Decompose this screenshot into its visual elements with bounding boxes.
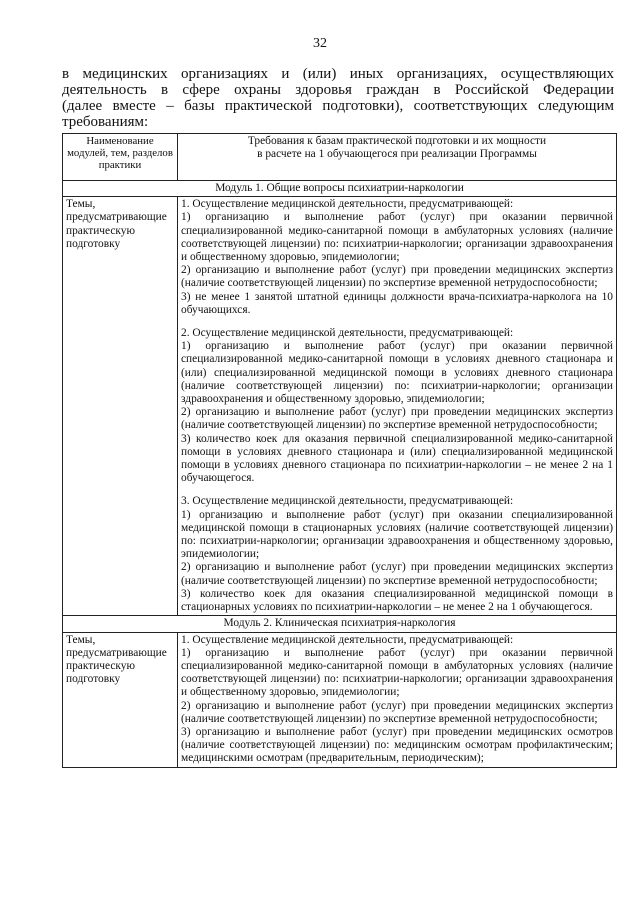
- module-1-theme-cell: Темы, предусматривающие практическую подготовку: [63, 197, 178, 616]
- requirement-heading: 1. Осуществление медицинской деятельности, предусматривающей:: [181, 633, 514, 646]
- header-requirements-line: Требования к базам практической подготовки и их мощности: [247, 135, 547, 147]
- intro-line: в медицинских организациях и (или) иных организациях, осуществляющих: [62, 66, 614, 82]
- requirement-block: [181, 634, 613, 766]
- module-row: [63, 181, 617, 197]
- module-2-theme-cell: Темы, предусматривающие практическую подготовку: [63, 632, 178, 767]
- requirement-item: 2) организацию и выполнение работ (услуг) при проведении медицинских экспертиз (наличие соответствующей лицензии) по экспертизе временной нетрудоспособности;: [181, 406, 613, 432]
- intro-line: (далее вместе – базы практической подготовки), соответствующих следующим: [62, 98, 614, 114]
- intro-paragraph: [62, 66, 614, 130]
- table-row: [63, 632, 617, 767]
- requirement-item: 2) организацию и выполнение работ (услуг) при проведении медицинских экспертиз (наличие соответствующей лицензии) по экспертизе временной нетрудоспособности;: [181, 699, 613, 725]
- requirement-item: 2) организацию и выполнение работ (услуг) при проведении медицинских экспертиз (наличие соответствующей лицензии) по экспертизе временной нетрудоспособности;: [181, 561, 613, 587]
- requirement-item: 3) количество коек для оказания специализированной медицинской помощи в стационарных условиях по психиатрии-наркологии – не менее 2 на 1 обучающегося.: [181, 587, 613, 614]
- table-header-row: [63, 134, 617, 181]
- requirement-item: 3) не менее 1 занятой штатной единицы должности врача-психиатра-нарколога на 10 обучающихся.: [181, 290, 613, 316]
- header-modules-cell: Наименование модулей, тем, разделов практики: [63, 134, 178, 181]
- requirements-table: [62, 133, 617, 768]
- intro-line: деятельность в сфере охраны здоровья граждан в Российской Федерации: [62, 82, 614, 98]
- requirement-item: 1) организацию и выполнение работ (услуг) при оказании первичной специализированной медико-санитарной помощи в амбулаторных условиях (наличие соответствующей лицензии) по: психиатрии-наркологии; организации здравоохранения и общественному здоровью, эпидемиологии;: [181, 211, 613, 264]
- module-1-requirements-cell: [178, 197, 617, 616]
- table-row: [63, 197, 617, 616]
- header-requirements-cell: [178, 134, 617, 181]
- module-2-requirements-cell: [178, 632, 617, 767]
- requirement-heading: 3. Осуществление медицинской деятельности, предусматривающей:: [181, 495, 514, 508]
- header-requirements-line: в расчете на 1 обучающегося при реализации Программы: [257, 148, 537, 160]
- requirement-item: 1) организацию и выполнение работ (услуг) при оказании первичной специализированной медико-санитарной помощи в условиях дневного стационара и (или) специализированной медицинской помощи в условиях дневного стационара (наличие соответствующей лицензии) по: психиатрии-наркологии; организации здравоохранения и общественному здоровью, эпидемиологии;: [181, 340, 613, 406]
- requirement-block: [181, 495, 613, 614]
- requirement-heading: 1. Осуществление медицинской деятельности, предусматривающей:: [181, 198, 514, 211]
- requirement-item: 3) организацию и выполнение работ (услуг) при проведении медицинских осмотров (наличие соответствующей лицензии) по: медицинским осмотрам профилактическим; медицинскими осмотрам (предварительным, периодическим);: [181, 725, 613, 765]
- requirement-item: 2) организацию и выполнение работ (услуг) при проведении медицинских экспертиз (наличие соответствующей лицензии) по экспертизе временной нетрудоспособности;: [181, 264, 613, 290]
- intro-line: требованиям:: [62, 114, 149, 130]
- page-number: 32: [313, 36, 327, 51]
- requirement-block: [181, 327, 613, 485]
- requirement-block: [181, 198, 613, 317]
- module-row: [63, 616, 617, 632]
- requirement-item: 3) количество коек для оказания первичной специализированной медико-санитарной помощи в условиях дневного стационара и (или) специализированной медицинской помощи в условиях дневного стационара по психиатрии-наркологии – не менее 2 на 1 обучающегося.: [181, 432, 613, 485]
- module-2-title: Модуль 2. Клиническая психиатрия-наркология: [63, 616, 617, 632]
- requirement-item: 1) организацию и выполнение работ (услуг) при оказании первичной специализированной медико-санитарной помощи в амбулаторных условиях (наличие соответствующей лицензии) по: психиатрии-наркологии; организации здравоохранения и общественному здоровью, эпидемиологии;: [181, 646, 613, 699]
- module-1-title: Модуль 1. Общие вопросы психиатрии-наркологии: [63, 181, 617, 197]
- requirement-item: 1) организацию и выполнение работ (услуг) при оказании специализированной медицинской помощи в стационарных условиях (наличие соответствующей лицензии) по: психиатрии-наркологии; организации здравоохранения и общественному здоровью, эпидемиологии;: [181, 508, 613, 561]
- requirement-heading: 2. Осуществление медицинской деятельности, предусматривающей:: [181, 327, 514, 340]
